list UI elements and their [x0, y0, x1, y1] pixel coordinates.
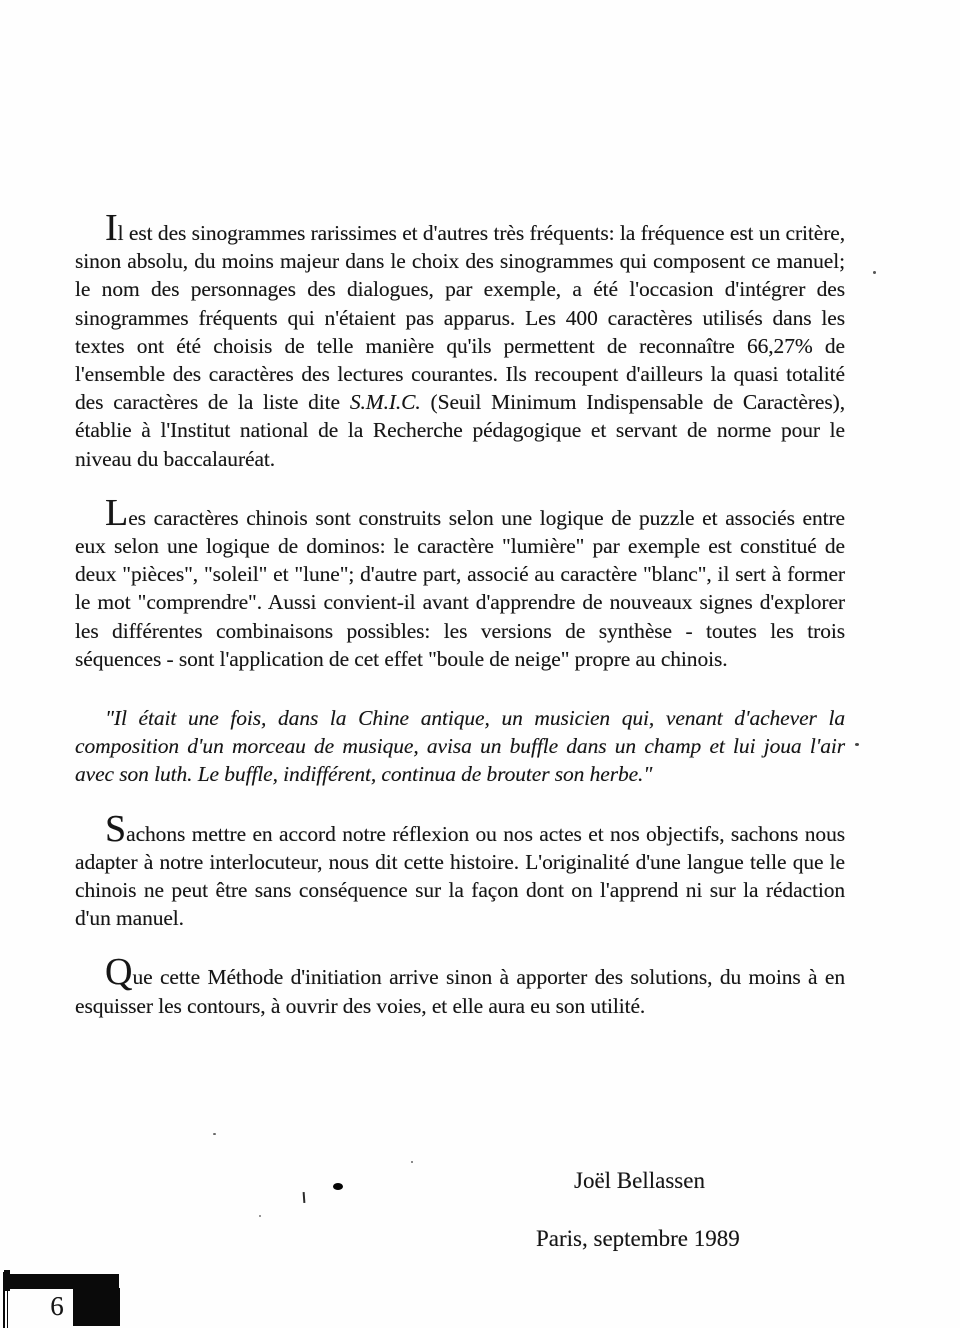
- scan-speck: [873, 271, 876, 274]
- paragraph-text: ue cette Méthode d'initiation arrive sinon à apporter des solutions, du moins à en esquisser les contours, à ouvrir des voies, et elle aura eu son utilité.: [75, 965, 845, 1018]
- scan-speck: [213, 1133, 216, 1135]
- raised-cap-i: I: [105, 207, 118, 249]
- raised-cap-l: L: [105, 491, 129, 534]
- scan-speck: [411, 1161, 413, 1163]
- page-number: 6: [50, 1291, 64, 1321]
- corner-ink-bar: [5, 1274, 119, 1289]
- paragraph-text: achons mettre en accord notre réflexion ou nos actes et nos objectifs, sachons nous adapter à notre interlocuteur, nous dit cette histoire. L'originalité d'une langue telle que le chinois ne peut être sans conséquence sur la façon dont on l'apprend ni sur la rédaction d'un manuel.: [75, 821, 845, 931]
- dateline: Paris, septembre 1989: [536, 1226, 740, 1251]
- paragraph-text: (Seuil Minimum Indispensable de Caractères), établie à l'Institut national de la Recherche pédagogique et servant de norme pour le niveau du baccalauréat.: [75, 390, 845, 471]
- author-signature: Joël Bellassen: [574, 1168, 705, 1193]
- paragraph-sinogrammes-frequence: [75, 207, 845, 473]
- scan-speck: [855, 743, 859, 746]
- raised-cap-q: Q: [105, 951, 133, 994]
- quote-text: "Il était une fois, dans la Chine antique, un musicien qui, venant d'achever la composition d'un morceau de musique, avisa un buffle dans un champ et lui joua l'air avec son luth. Le buffle, indifférent, continua de brouter son herbe.": [75, 706, 845, 787]
- paragraph-methode-initiation: [75, 951, 845, 1019]
- blockquote-chine-antique: [75, 704, 845, 789]
- paragraph-text: l est des sinogrammes rarissimes et d'autres très fréquents: la fréquence est un critère, sinon absolu, du moins majeur dans le choix des sinogrammes qui composent ce manuel; le nom des personnages des dialogues, par exemple, a été l'occasion d'intégrer des sinogrammes fréquents qui n'étaient pas apparus. Les 400 caractères utilisés dans les textes ont été choisis de telle manière qu'ils permettent de reconnaître 66,27% de l'ensemble des caractères des lectures courantes. Ils recoupent d'ailleurs la quasi totalité des caractères de la liste dite: [75, 221, 845, 415]
- smic-acronym-italic: S.M.I.C.: [349, 390, 421, 415]
- ink-blot: [333, 1183, 343, 1190]
- paragraph-text: es caractères chinois sont construits selon une logique de puzzle et associés entre eux selon une logique de dominos: le caractère "lumière" par exemple est constitué de deux "pièces", "soleil" et "lune"; d'autre part, associé au caractère "blanc", il sert à former le mot "comprendre". Aussi convient-il avant d'apprendre de nouveaux signes d'explorer les différentes combinaisons possibles: les versions de synthèse - toutes les trois séquences - sont l'application de cet effet "boule de neige" propre au chinois.: [75, 505, 845, 671]
- paragraph-sachons: [75, 807, 845, 933]
- corner-ink-block: [73, 1288, 120, 1326]
- paragraph-caracteres-chinois: [75, 491, 845, 673]
- page-body: [75, 207, 845, 1020]
- scan-speck: [259, 1215, 261, 1217]
- raised-cap-s: S: [105, 807, 127, 850]
- ink-tick: [303, 1192, 306, 1203]
